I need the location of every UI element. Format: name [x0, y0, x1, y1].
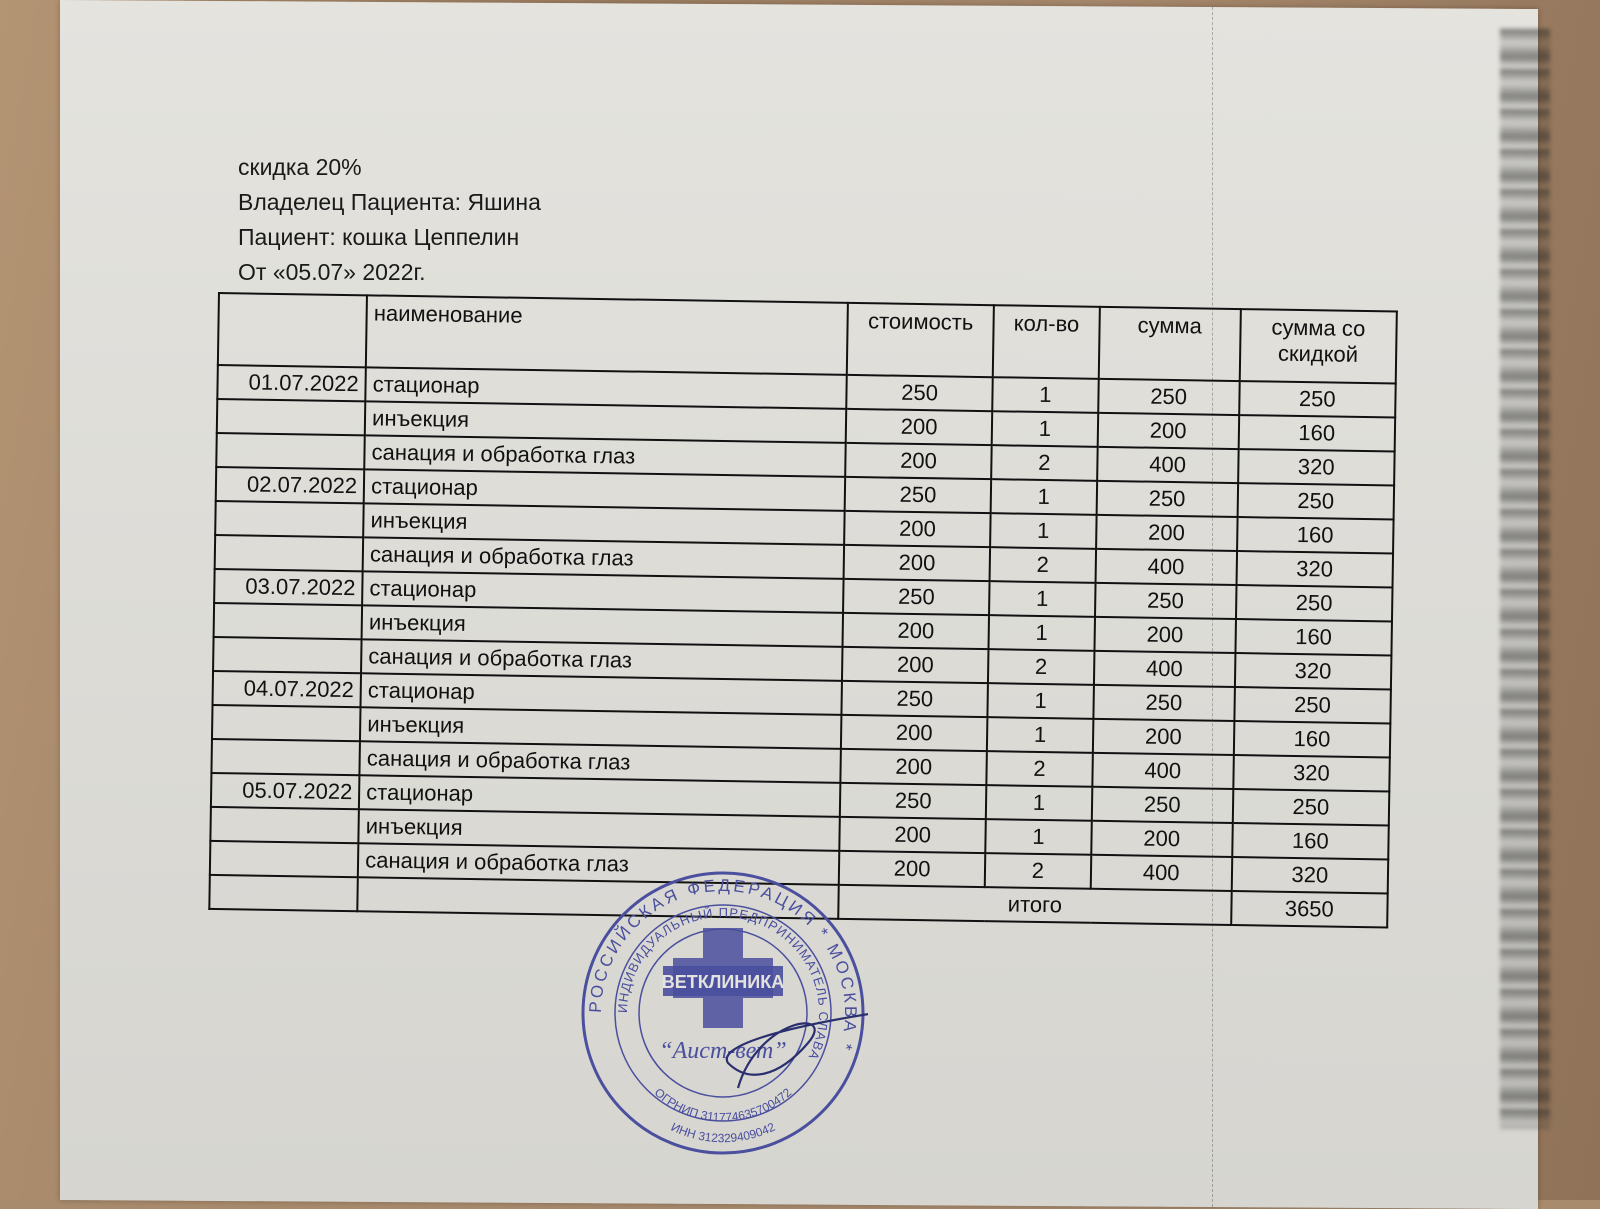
row-qty: 1: [989, 581, 1095, 617]
row-discounted: 160: [1235, 619, 1392, 655]
row-qty: 2: [985, 853, 1091, 889]
row-price: 200: [844, 545, 991, 581]
row-name: инъекция: [365, 401, 846, 443]
row-name: инъекция: [360, 707, 841, 749]
date-line: От «05.07» 2022г.: [238, 259, 426, 285]
row-sum: 250: [1095, 583, 1237, 619]
row-sum: 400: [1097, 447, 1239, 483]
row-qty: 1: [989, 615, 1095, 651]
row-price: 200: [839, 817, 986, 853]
row-discounted: 160: [1232, 823, 1389, 859]
row-discounted: 250: [1239, 381, 1396, 417]
row-sum: 400: [1095, 549, 1237, 585]
row-date: [213, 637, 362, 673]
row-price: 200: [839, 851, 986, 887]
row-discounted: 160: [1237, 517, 1394, 553]
row-discounted: 250: [1237, 483, 1394, 519]
row-date: [215, 535, 364, 571]
row-qty: 1: [992, 411, 1098, 447]
total-label: итого: [838, 885, 1231, 925]
owner-line: Владелец Пациента: Яшина: [238, 189, 541, 215]
row-sum: 250: [1091, 787, 1233, 823]
row-date: [215, 501, 364, 537]
row-price: 250: [846, 375, 993, 411]
row-discounted: 250: [1232, 789, 1389, 825]
header-qty: кол-во: [993, 305, 1100, 379]
row-price: 200: [840, 749, 987, 785]
stamp-ogrnip-text: ОГРНИП 311774635700472: [651, 1085, 795, 1125]
row-date: [212, 705, 361, 741]
row-price: 200: [845, 443, 992, 479]
row-price: 200: [844, 511, 991, 547]
row-sum: 250: [1096, 481, 1238, 517]
stamp-seal: [578, 868, 868, 1158]
row-name: санация и обработка глаз: [363, 537, 844, 579]
row-name: инъекция: [363, 503, 844, 545]
row-date: 05.07.2022: [211, 773, 360, 809]
row-date: [217, 399, 366, 435]
patient-line: Пациент: кошка Цеппелин: [238, 224, 520, 250]
row-qty: 2: [988, 649, 1094, 685]
row-qty: 1: [990, 513, 1096, 549]
row-discounted: 250: [1236, 585, 1393, 621]
stamp-brand-text: “Аист-вет”: [659, 1038, 787, 1064]
row-sum: 400: [1090, 855, 1232, 891]
invoice-header: [238, 150, 541, 290]
row-sum: 400: [1092, 753, 1234, 789]
row-sum: 200: [1094, 617, 1236, 653]
row-sum: 250: [1098, 379, 1240, 415]
header-sum: сумма: [1098, 307, 1240, 381]
row-price: 250: [840, 783, 987, 819]
row-sum: 250: [1093, 685, 1235, 721]
row-discounted: 250: [1234, 687, 1391, 723]
row-sum: 200: [1093, 719, 1235, 755]
discount-line: скидка 20%: [238, 154, 362, 180]
row-name: стационар: [359, 775, 840, 817]
row-date: [210, 807, 359, 843]
stamp-center-text: ВЕТКЛИНИКА: [661, 972, 785, 992]
row-name: стационар: [364, 469, 845, 511]
row-discounted: 160: [1238, 415, 1395, 451]
row-sum: 200: [1096, 515, 1238, 551]
total-value: 3650: [1231, 891, 1388, 927]
row-name: санация и обработка глаз: [358, 843, 839, 885]
row-qty: 1: [992, 377, 1098, 413]
row-name: санация и обработка глаз: [360, 741, 841, 783]
header-date-cell: [218, 293, 367, 367]
row-discounted: 320: [1235, 653, 1392, 689]
header-price: стоимость: [847, 303, 994, 377]
row-qty: 1: [988, 683, 1094, 719]
row-qty: 2: [987, 751, 1093, 787]
row-discounted: 320: [1236, 551, 1393, 587]
row-qty: 1: [991, 479, 1097, 515]
row-sum: 200: [1097, 413, 1239, 449]
row-date: [214, 603, 363, 639]
clinic-stamp: [578, 868, 868, 1158]
row-qty: 1: [986, 785, 1092, 821]
row-price: 200: [842, 647, 989, 683]
row-date: [211, 739, 360, 775]
header-name: наименование: [366, 295, 848, 375]
stamp-inner-text: ИНДИВИДУАЛЬНЫЙ ПРЕДПРИНИМАТЕЛЬ СЛАВА: [614, 904, 832, 1063]
stamp-outer-text: РОССИЙСКАЯ ФЕДЕРАЦИЯ * МОСКВА *: [585, 875, 861, 1055]
row-date: 01.07.2022: [217, 365, 366, 401]
row-date: 03.07.2022: [214, 569, 363, 605]
row-date: [210, 841, 359, 877]
services-table: [208, 292, 1398, 928]
row-name: санация и обработка глаз: [364, 435, 845, 477]
row-price: 200: [846, 409, 993, 445]
row-date: [216, 433, 365, 469]
row-sum: 400: [1094, 651, 1236, 687]
row-price: 250: [845, 477, 992, 513]
row-price: 250: [843, 579, 990, 615]
header-discounted: сумма со скидкой: [1239, 309, 1396, 383]
row-price: 200: [841, 715, 988, 751]
row-qty: 1: [987, 717, 1093, 753]
row-discounted: 320: [1238, 449, 1395, 485]
row-name: стационар: [361, 673, 842, 715]
row-qty: 2: [991, 445, 1097, 481]
row-discounted: 320: [1233, 755, 1390, 791]
row-price: 200: [843, 613, 990, 649]
row-discounted: 320: [1231, 857, 1388, 893]
row-price: 250: [841, 681, 988, 717]
toner-smudge: [1500, 29, 1550, 1129]
row-name: стационар: [362, 571, 843, 613]
row-qty: 2: [990, 547, 1096, 583]
row-date: 02.07.2022: [216, 467, 365, 503]
row-qty: 1: [985, 819, 1091, 855]
row-sum: 200: [1091, 821, 1233, 857]
total-empty-date: [209, 875, 358, 911]
row-name: стационар: [365, 367, 846, 409]
stamp-inn-text: ИНН 312329409042: [668, 1119, 778, 1146]
row-discounted: 160: [1234, 721, 1391, 757]
row-name: инъекция: [362, 605, 843, 647]
row-name: санация и обработка глаз: [361, 639, 842, 681]
row-date: 04.07.2022: [213, 671, 362, 707]
row-name: инъекция: [358, 809, 839, 851]
